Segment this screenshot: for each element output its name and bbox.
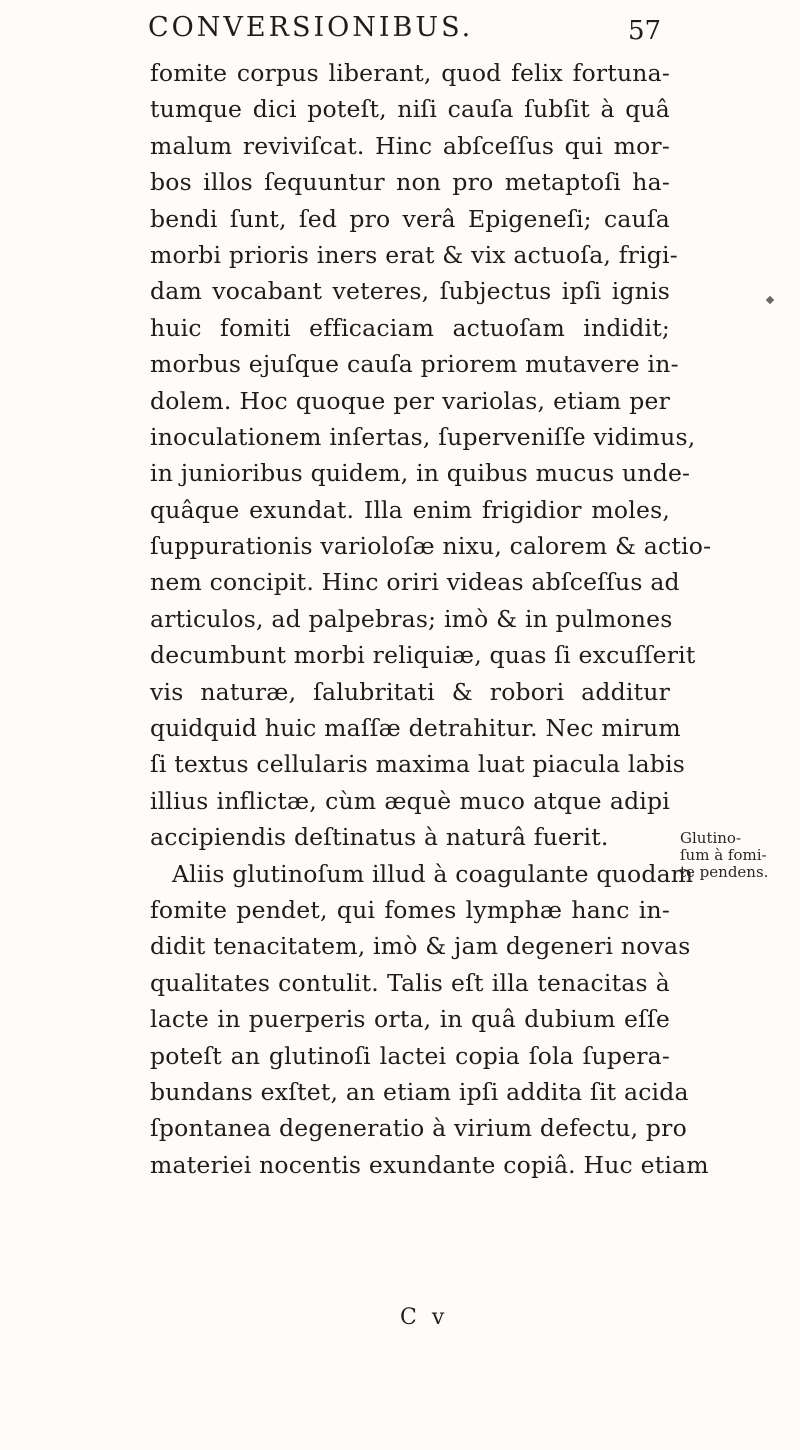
- text-line: accipiendis deſtinatus à naturâ fuerit.: [150, 823, 609, 852]
- page-number: 57: [628, 16, 662, 46]
- text-line: illius inflictæ, cùm æquè muco atque adipi: [150, 786, 670, 815]
- text-line: lacte in puerperis orta, in quâ dubium eſſe: [150, 1005, 670, 1034]
- text-line: in junioribus quidem, in quibus mucus unde-: [150, 459, 691, 488]
- text-line: fomite corpus liberant, quod felix fortuna-: [150, 59, 670, 87]
- text-line: dam vocabant veteres, ſubjectus ipſi ignis: [150, 277, 670, 306]
- margin-ornament: [766, 296, 774, 304]
- body-text: [150, 55, 712, 1183]
- text-line: ſuppurationis varioloſæ nixu, calorem & actio-: [150, 532, 712, 561]
- text-line: ſpontanea degeneratio à virium defectu, pro: [150, 1114, 687, 1143]
- text-line: articulos, ad palpebras; imò & in pulmones: [150, 604, 673, 633]
- signature-mark: C v: [400, 1305, 449, 1330]
- marginal-note-line: te pendens.: [680, 863, 769, 881]
- text-line: morbi prioris iners erat & vix actuoſa, frigi-: [150, 240, 678, 269]
- text-line: quidquid huic maſſæ detrahitur. Nec mirum: [150, 714, 681, 743]
- running-head: [148, 12, 668, 46]
- text-line: ſi textus cellularis maxima luat piacula labis: [150, 750, 686, 779]
- marginal-note: [680, 830, 798, 881]
- text-line: fomite pendet, qui fomes lymphæ hanc in-: [150, 895, 670, 924]
- text-line: poteſt an glutinoſi lactei copia ſola ſupera-: [150, 1041, 670, 1070]
- text-line: Aliis glutinoſum illud à coagulante quodam: [172, 859, 694, 888]
- text-line: didit tenacitatem, imò & jam degeneri novas: [150, 932, 691, 961]
- text-line: dolem. Hoc quoque per variolas, etiam per: [150, 386, 670, 415]
- text-line: qualitates contulit. Talis eſt illa tenacitas à: [150, 968, 670, 997]
- text-line: vis naturæ, ſalubritati & robori additur: [150, 677, 670, 706]
- text-line: quâque exundat. Illa enim frigidior moles,: [150, 495, 670, 524]
- text-line: bos illos ſequuntur non pro metaptoſi ha-: [150, 168, 670, 197]
- text-line: morbus ejuſque cauſa priorem mutavere in-: [150, 350, 679, 379]
- text-line: malum reviviſcat. Hinc abſceſſus qui mor-: [150, 131, 670, 160]
- text-line: decumbunt morbi reliquiæ, quas ſi excuſſerit: [150, 641, 696, 670]
- text-line: materiei nocentis exundante copiâ. Huc etiam: [150, 1150, 709, 1179]
- text-line: bundans exſtet, an etiam ipſi addita ſit acida: [150, 1077, 689, 1106]
- text-line: huic fomiti efficaciam actuoſam indidit;: [150, 313, 670, 342]
- text-line: inoculationem inſertas, ſuperveniſſe vidimus,: [150, 422, 696, 451]
- running-head-title: CONVERSIONIBUS.: [148, 12, 474, 43]
- marginal-note-line: Glutino-: [680, 829, 742, 847]
- text-line: nem concipit. Hinc oriri videas abſceſſus ad: [150, 568, 680, 597]
- text-line: bendi ſunt, ſed pro verâ Epigeneſi; cauſa: [150, 204, 670, 233]
- marginal-note-line: ſum à fomi-: [680, 846, 767, 864]
- text-line: tumque dici poteſt, niſi cauſa ſubſit à quâ: [150, 95, 670, 124]
